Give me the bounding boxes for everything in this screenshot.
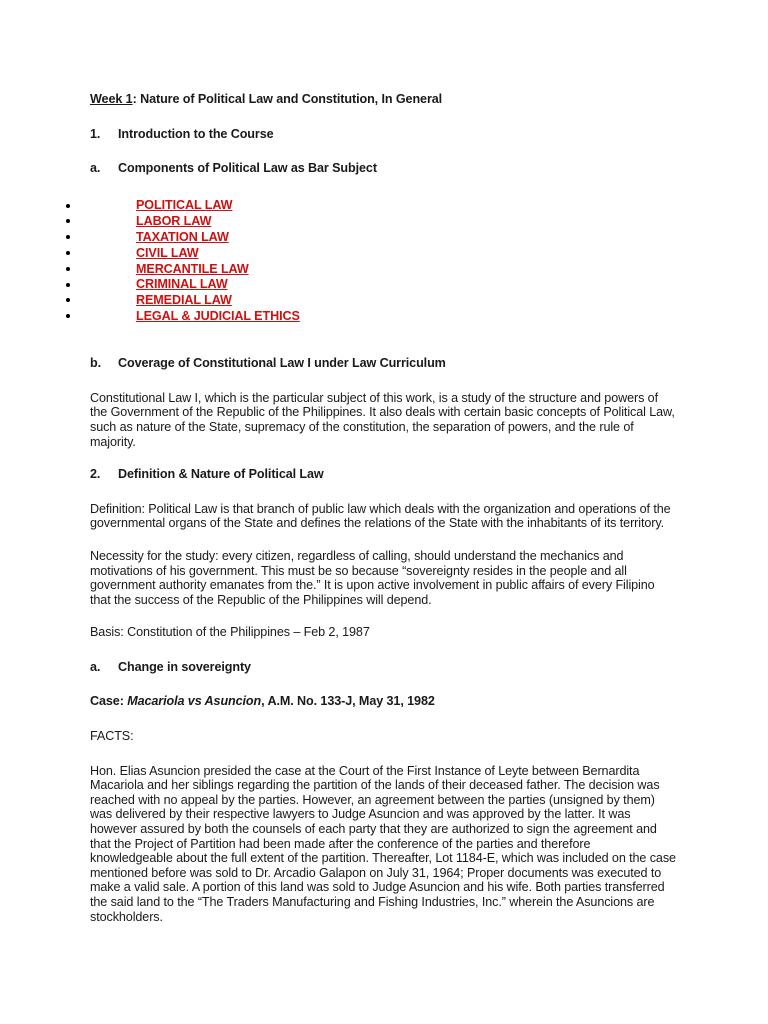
bullet-icon bbox=[66, 283, 70, 287]
bullet-icon bbox=[66, 298, 70, 302]
bullet-icon bbox=[66, 204, 70, 208]
list-item bbox=[66, 245, 566, 261]
bullet-icon bbox=[66, 314, 70, 318]
document-body bbox=[90, 92, 676, 942]
section-2a-title: Change in sovereignty bbox=[118, 659, 251, 674]
section-1b-letter: b. bbox=[90, 356, 101, 371]
basis-paragraph: Basis: Constitution of the Philippines – Feb 2, 1987 bbox=[90, 625, 370, 640]
list-item bbox=[66, 229, 566, 245]
list-item bbox=[66, 261, 566, 277]
week-title: : Nature of Political Law and Constitution, In General bbox=[132, 92, 443, 106]
bullet-icon bbox=[66, 251, 70, 255]
bar-subject-link[interactable]: LEGAL & JUDICIAL ETHICS bbox=[136, 308, 300, 323]
section-1a-letter: a. bbox=[90, 161, 101, 176]
section-2-title: Definition & Nature of Political Law bbox=[118, 467, 324, 482]
bullet-icon bbox=[66, 219, 70, 223]
bullet-icon bbox=[66, 235, 70, 239]
bar-subject-link[interactable]: REMEDIAL LAW bbox=[136, 293, 232, 308]
bar-subject-link[interactable]: TAXATION LAW bbox=[136, 229, 229, 244]
list-item bbox=[66, 308, 566, 324]
section-2-heading bbox=[90, 467, 676, 482]
facts-label: FACTS: bbox=[90, 729, 134, 744]
section-1-title: Introduction to the Course bbox=[118, 126, 274, 141]
coverage-paragraph: Constitutional Law I, which is the particular subject of this work, is a study of the structure and powers of the Government of the Republic of the Philippines. It also deals with certain basic concepts of Political Law, such as nature of the State, supremacy of the constitution, the separation of powers, and the rule of majority. bbox=[90, 390, 675, 449]
section-2-number: 2. bbox=[90, 467, 101, 482]
case-prefix: Case: bbox=[90, 694, 128, 709]
facts-paragraph: Hon. Elias Asuncion presided the case at the Court of the First Instance of Leyte between Bernardita Macariola and her siblings regarding the partition of the lands of their deceased father. The decision was reached with no appeal by the parties. However, an agreement between the parties (unsigned by them) was delivered by their respective lawyers to Judge Asuncion and was approved by the latter. It was however assured by both the counsels of each party that they are authorized to sign the agreement and that the Project of Partition had been made after the conference of the parties and therefore knowledgeable about the full extent of the partition. Thereafter, Lot 1184-E, which was included on the case mentioned before was sold to Dr. Arcadio Galapon on July 31, 1964; Proper documents was executed to make a valid sale. A portion of this land was sold to Judge Asuncion and his wife. Both parties transferred the said land to the “The Traders Manufacturing and Fishing Industries, Inc.” wherein the Asuncions are stockholders. bbox=[90, 763, 676, 924]
bar-subject-link[interactable]: LABOR LAW bbox=[136, 214, 212, 229]
bullet-icon bbox=[66, 267, 70, 271]
definition-paragraph: Definition: Political Law is that branch of public law which deals with the organization and operations of the governmental organs of the State and defines the relations of the State with the inhabitants of its territory. bbox=[90, 501, 671, 531]
bar-subject-link[interactable]: CRIMINAL LAW bbox=[136, 277, 228, 292]
section-2a-letter: a. bbox=[90, 659, 101, 674]
case-name: Macariola vs Asuncion bbox=[127, 694, 262, 709]
bar-subjects-list bbox=[66, 198, 566, 324]
section-1-heading bbox=[90, 127, 676, 142]
week-label: Week 1 bbox=[90, 92, 133, 106]
week-heading bbox=[90, 92, 676, 107]
section-1a-heading bbox=[90, 161, 676, 176]
necessity-paragraph: Necessity for the study: every citizen, regardless of calling, should understand the mechanics and motivations of his government. This must be so because “sovereignty resides in the people and all government authority emanates from the.” It is upon active involvement in public affairs of every Filipino that the success of the Republic of the Philippines will depend. bbox=[90, 548, 655, 607]
case-citation: , A.M. No. 133-J, May 31, 1982 bbox=[261, 694, 435, 709]
bar-subject-link[interactable]: MERCANTILE LAW bbox=[136, 261, 249, 276]
bar-subject-link[interactable]: CIVIL LAW bbox=[136, 245, 199, 260]
section-1b-heading bbox=[90, 356, 676, 371]
section-1b-title: Coverage of Constitutional Law I under Law Curriculum bbox=[118, 356, 446, 371]
case-title bbox=[90, 694, 676, 709]
bar-subject-link[interactable]: POLITICAL LAW bbox=[136, 198, 233, 213]
list-item bbox=[66, 277, 566, 293]
section-1-number: 1. bbox=[90, 126, 101, 141]
list-item bbox=[66, 214, 566, 230]
section-2a-heading bbox=[90, 660, 676, 675]
list-item bbox=[66, 198, 566, 214]
section-1a-title: Components of Political Law as Bar Subject bbox=[118, 161, 377, 176]
list-item bbox=[66, 293, 566, 309]
